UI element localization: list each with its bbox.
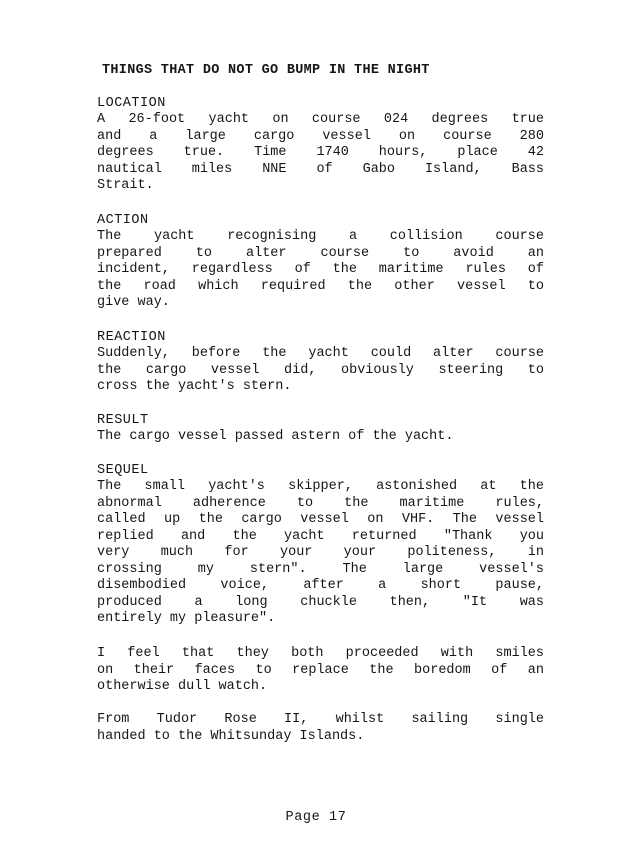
page-number: Page 17 [285,810,347,825]
paragraph-line: give way. [97,295,170,310]
page-title: THINGS THAT DO NOT GO BUMP IN THE NIGHT [102,63,430,78]
paragraph-line: The cargo vessel passed astern of the yacht. [97,429,454,444]
section-heading: SEQUEL [97,463,149,478]
paragraph-line: replied and the yacht returned "Thank you [97,528,544,544]
section-heading: LOCATION [97,96,166,111]
paragraph-line: nautical miles NNE of Gabo Island, Bass [97,161,544,177]
paragraph-line: degrees true. Time 1740 hours, place 42 [97,145,544,160]
paragraph-line: entirely my pleasure". [97,611,276,626]
paragraph-line: otherwise dull watch. [97,679,268,694]
paragraph-line: the road which required the other vessel to [97,278,544,294]
paragraph-line: crossing my stern". The large vessel's [97,561,544,577]
paragraph-line: The small yacht's skipper, astonished at the [97,479,544,494]
paragraph-line: incident, regardless of the maritime rules of [97,262,544,277]
paragraph-line: handed to the Whitsunday Islands. [97,728,365,744]
paragraph-line: called up the cargo vessel on VHF. The vessel [97,512,544,527]
section-reflection [97,646,544,696]
section-location [97,95,544,195]
paragraph-line: and a large cargo vessel on course 280 [97,128,544,144]
paragraph-line: abnormal adherence to the maritime rules, [97,495,544,511]
paragraph-line: very much for your your politeness, in [97,545,544,560]
paragraph-line: disembodied voice, after a short pause, [97,578,544,593]
paragraph-line: From Tudor Rose II, whilst sailing single [97,712,544,727]
paragraph-line: produced a long chuckle then, "It was [97,594,544,610]
paragraph-line: cross the yacht's stern. [97,379,292,394]
section-heading: REACTION [97,330,166,345]
paragraph-line: I feel that they both proceeded with smiles [97,646,544,661]
paragraph-line: Strait. [97,178,154,193]
paragraph-line: prepared to alter course to avoid an [97,245,544,261]
paragraph-line: A 26-foot yacht on course 024 degrees true [97,112,544,127]
section-heading: RESULT [97,413,149,428]
paragraph-line: the cargo vessel did, obviously steering to [97,362,544,378]
section-action [97,212,544,312]
section-attribution [97,712,544,745]
section-sequel [97,462,544,628]
section-heading: ACTION [97,213,149,228]
paragraph-line: on their faces to replace the boredom of an [97,662,544,678]
paragraph-line: The yacht recognising a collision course [97,229,544,244]
section-reaction [97,329,544,396]
section-result [97,412,544,446]
paragraph-line: Suddenly, before the yacht could alter course [97,346,544,361]
